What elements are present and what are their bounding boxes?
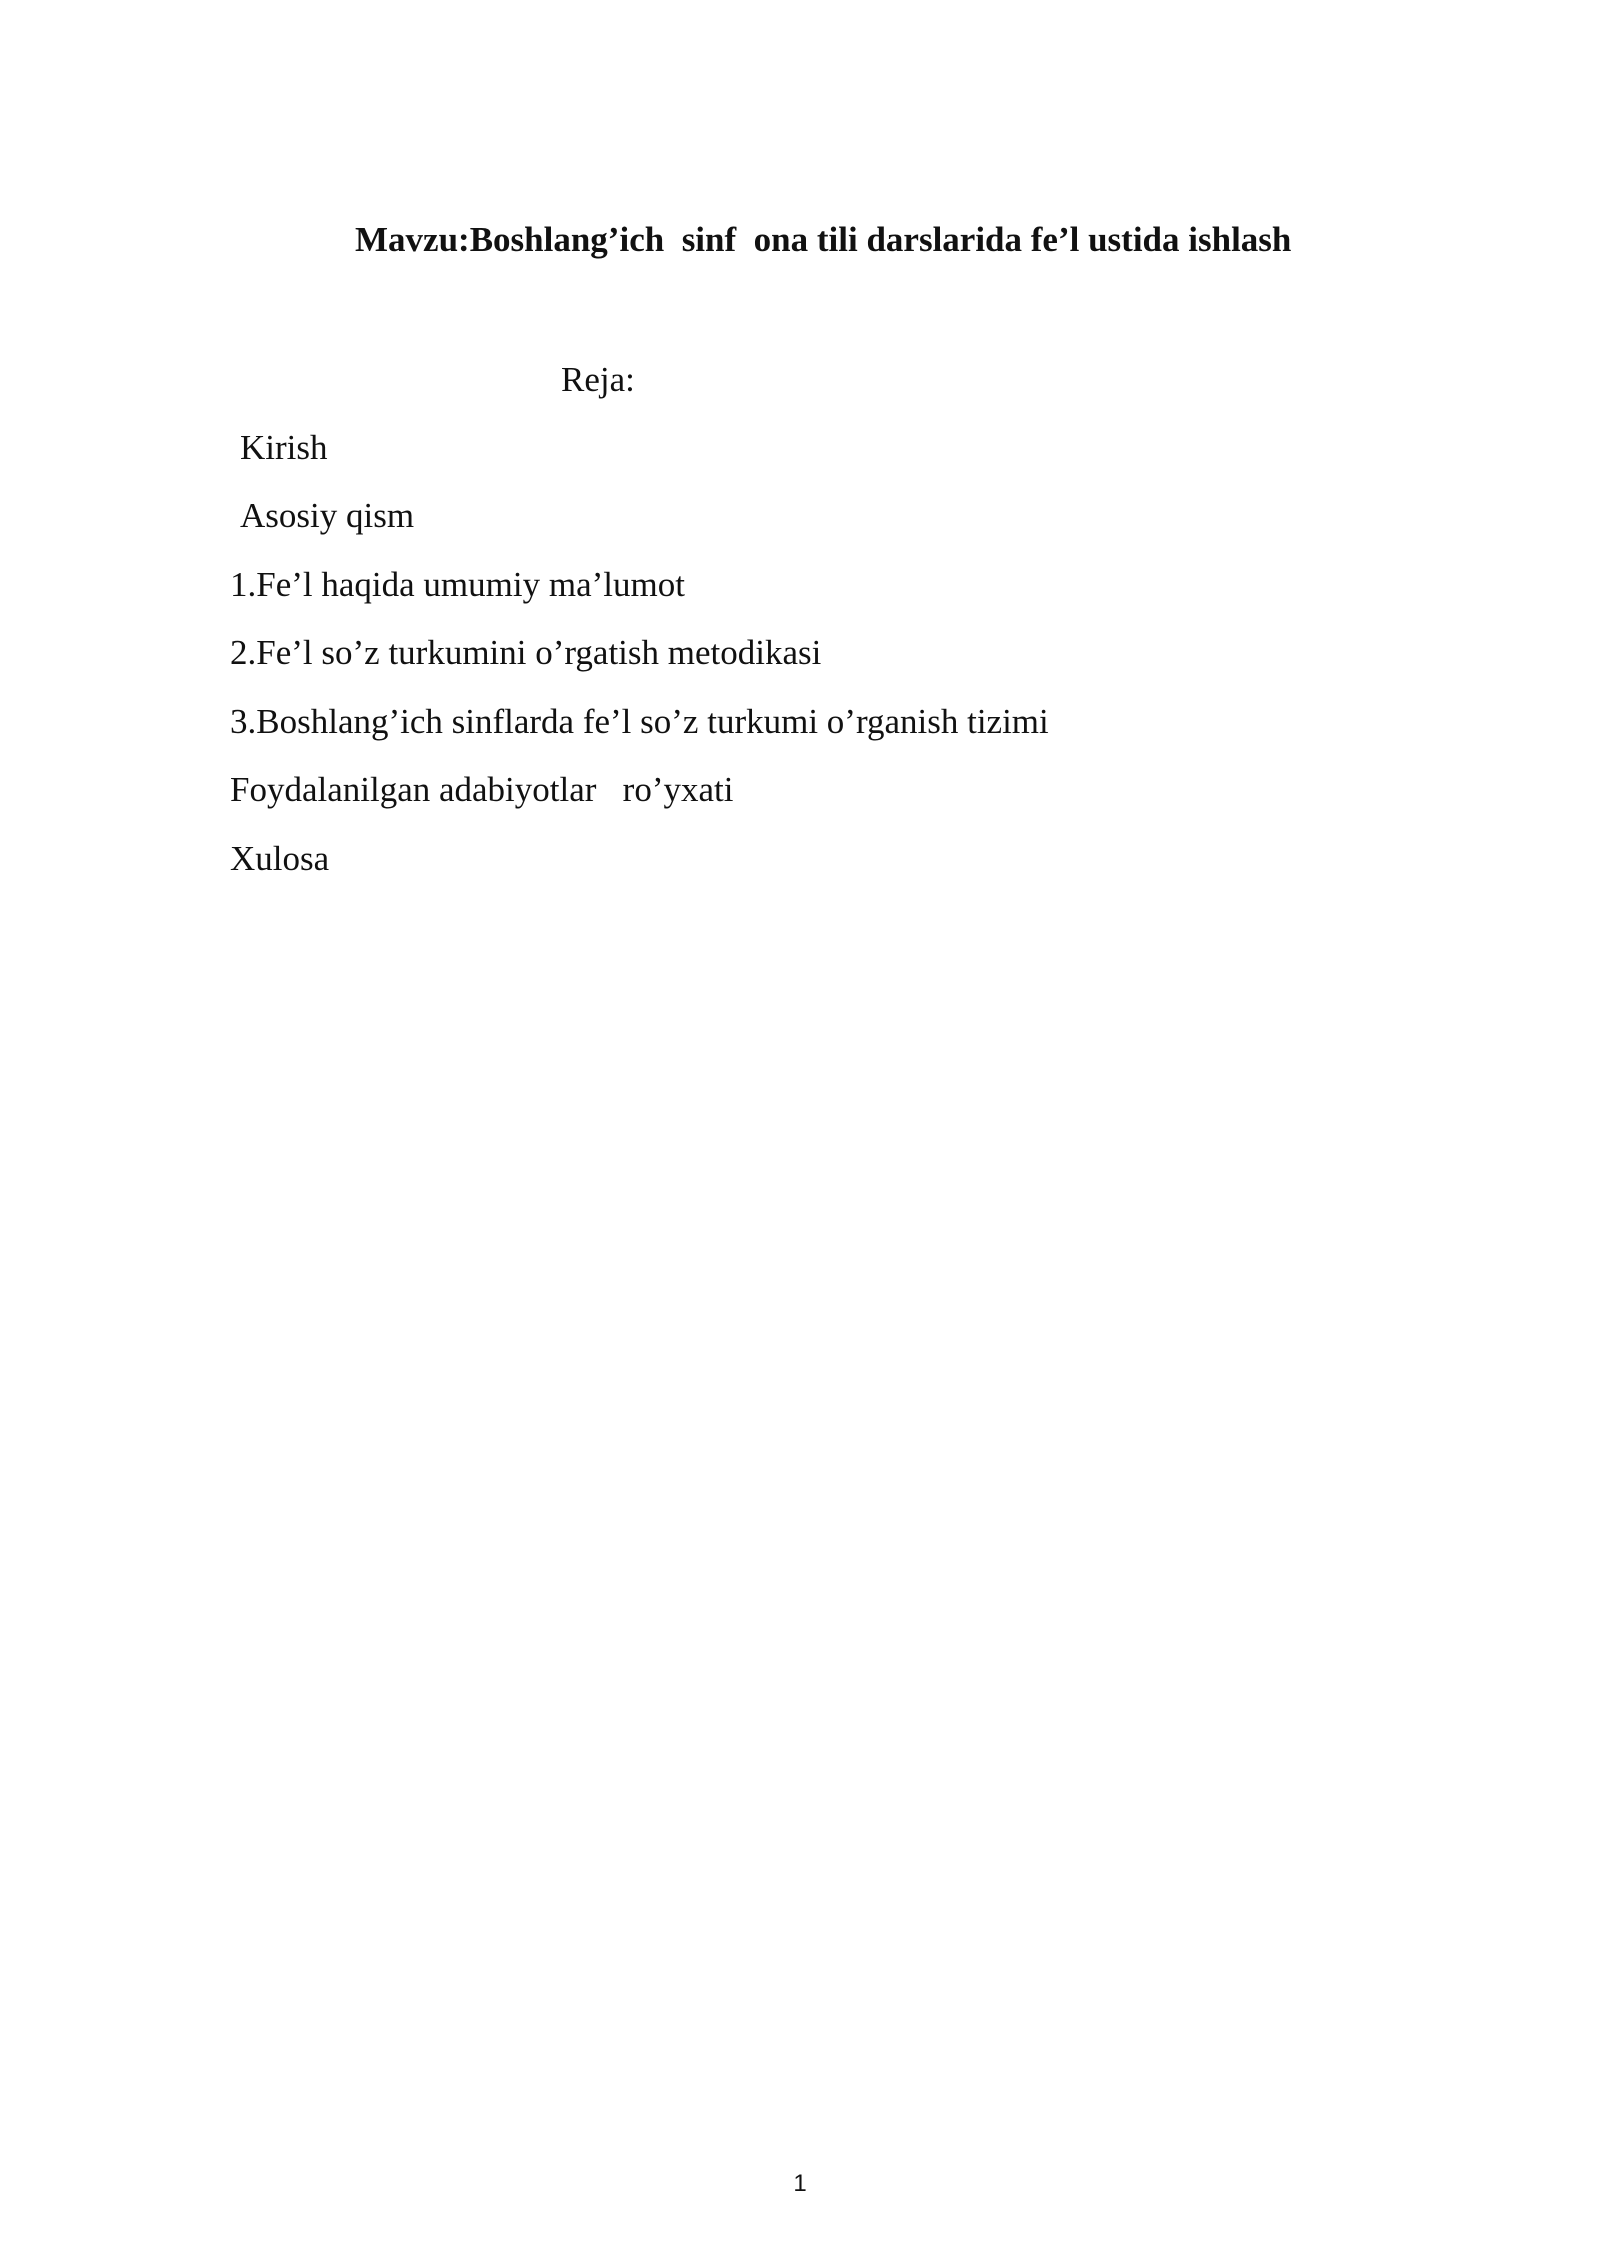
plan-item-1: 1.Fe’l haqida umumiy ma’lumot [230,565,685,604]
plan-heading: Reja: [561,360,635,399]
page-number: 1 [793,2170,807,2197]
document-title: Mavzu:Boshlang’ich sinf ona tili darslarida fe’l ustida ishlash [355,220,1292,259]
plan-item-introduction: Kirish [240,428,328,467]
plan-item-main-part: Asosiy qism [240,496,415,535]
plan-item-2: 2.Fe’l so’z turkumini o’rgatish metodikasi [230,633,822,672]
plan-item-references: Foydalanilgan adabiyotlar ro’yxati [230,770,734,809]
plan-item-conclusion: Xulosa [230,839,330,878]
plan-item-3: 3.Boshlang’ich sinflarda fe’l so’z turkumi o’rganish tizimi [230,702,1049,741]
